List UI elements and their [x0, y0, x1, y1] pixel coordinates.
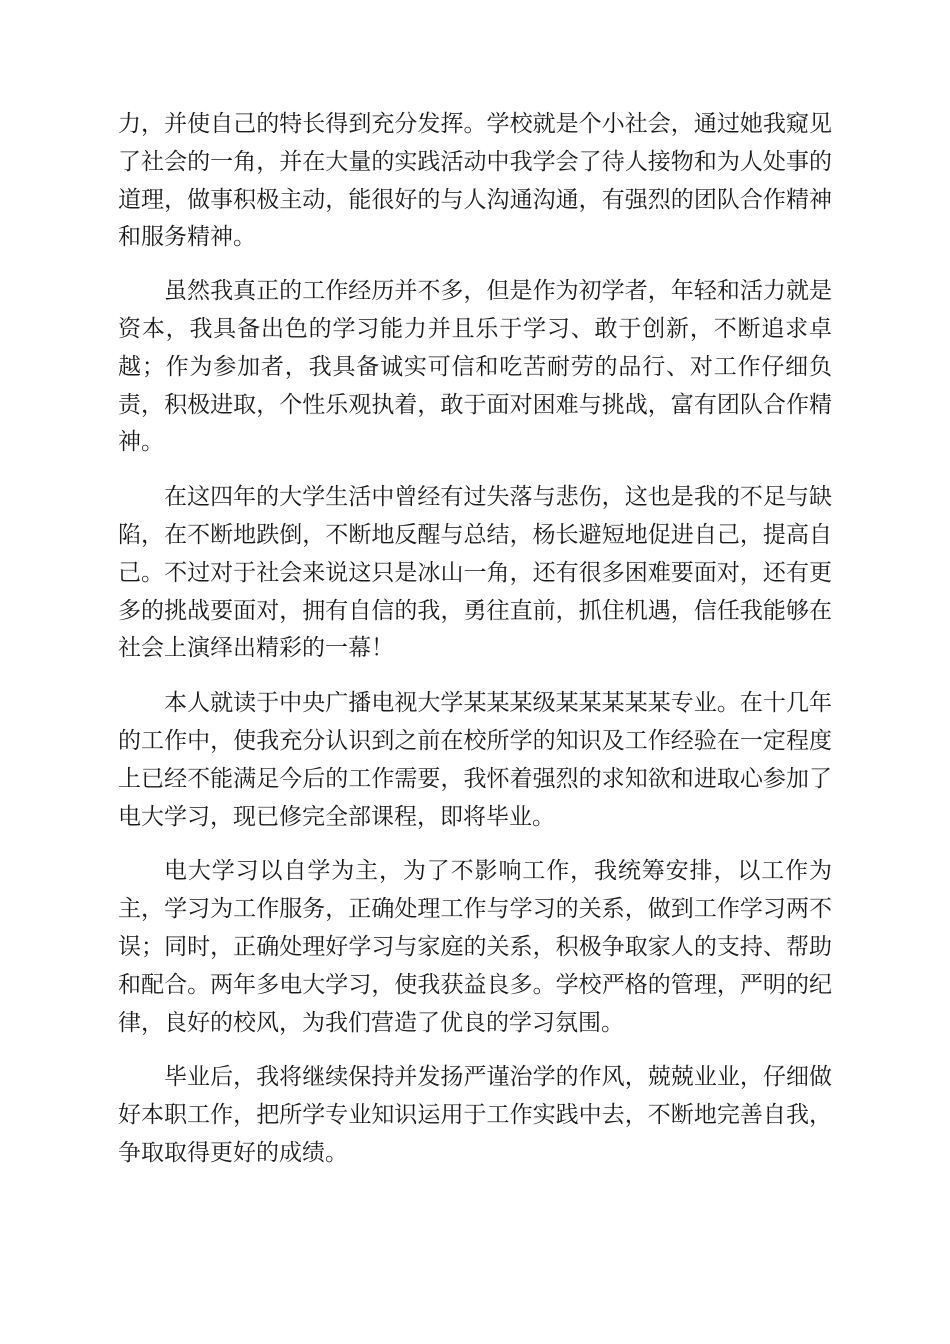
paragraph-enrollment: 本人就读于中央广播电视大学某某某级某某某某某专业。在十几年的工作中，使我充分认识到之前在校所学的知识及工作经验在一定程度上已经不能满足今后的工作需要，我怀着强烈的求知欲和进取心参加了电大学习，现已修完全部课程，即将毕业。 — [118, 690, 832, 830]
paragraph-after-graduation: 毕业后，我将继续保持并发扬严谨治学的作风，兢兢业业，仔细做好本职工作，把所学专业知识运用于工作实践中去，不断地完善自我，争取取得更好的成绩。 — [118, 1064, 832, 1166]
paragraph-continuation: 力，并使自己的特长得到充分发挥。学校就是个小社会，通过她我窥见了社会的一角，并在大量的实践活动中我学会了待人接物和为人处事的道理，做事积极主动，能很好的与人沟通沟通，有强烈的团队合作精神和服务精神。 — [118, 111, 832, 251]
document-page — [118, 106, 832, 1173]
paragraph-study-method: 电大学习以自学为主，为了不影响工作，我统筹安排，以工作为主，学习为工作服务，正确处理工作与学习的关系，做到工作学习两不误；同时，正确处理好学习与家庭的关系，积极争取家人的支持、帮助和配合。两年多电大学习，使我获益良多。学校严格的管理，严明的纪律，良好的校风，为我们营造了优良的学习氛围。 — [118, 858, 832, 1036]
paragraph-university-life: 在这四年的大学生活中曾经有过失落与悲伤，这也是我的不足与缺陷，在不断地跌倒，不断地反醒与总结，杨长避短地促进自己，提高自己。不过对于社会来说这只是冰山一角，还有很多困难要面对，还有更多的挑战要面对，拥有自信的我，勇往直前，抓住机遇，信任我能够在社会上演绎出精彩的一幕！ — [118, 484, 832, 662]
paragraph-experience: 虽然我真正的工作经历并不多，但是作为初学者，年轻和活力就是资本，我具备出色的学习能力并且乐于学习、敢于创新，不断追求卓越；作为参加者，我具备诚实可信和吃苦耐劳的品行、对工作仔细负责，积极进取，个性乐观执着，敢于面对困难与挑战，富有团队合作精神。 — [118, 278, 832, 456]
